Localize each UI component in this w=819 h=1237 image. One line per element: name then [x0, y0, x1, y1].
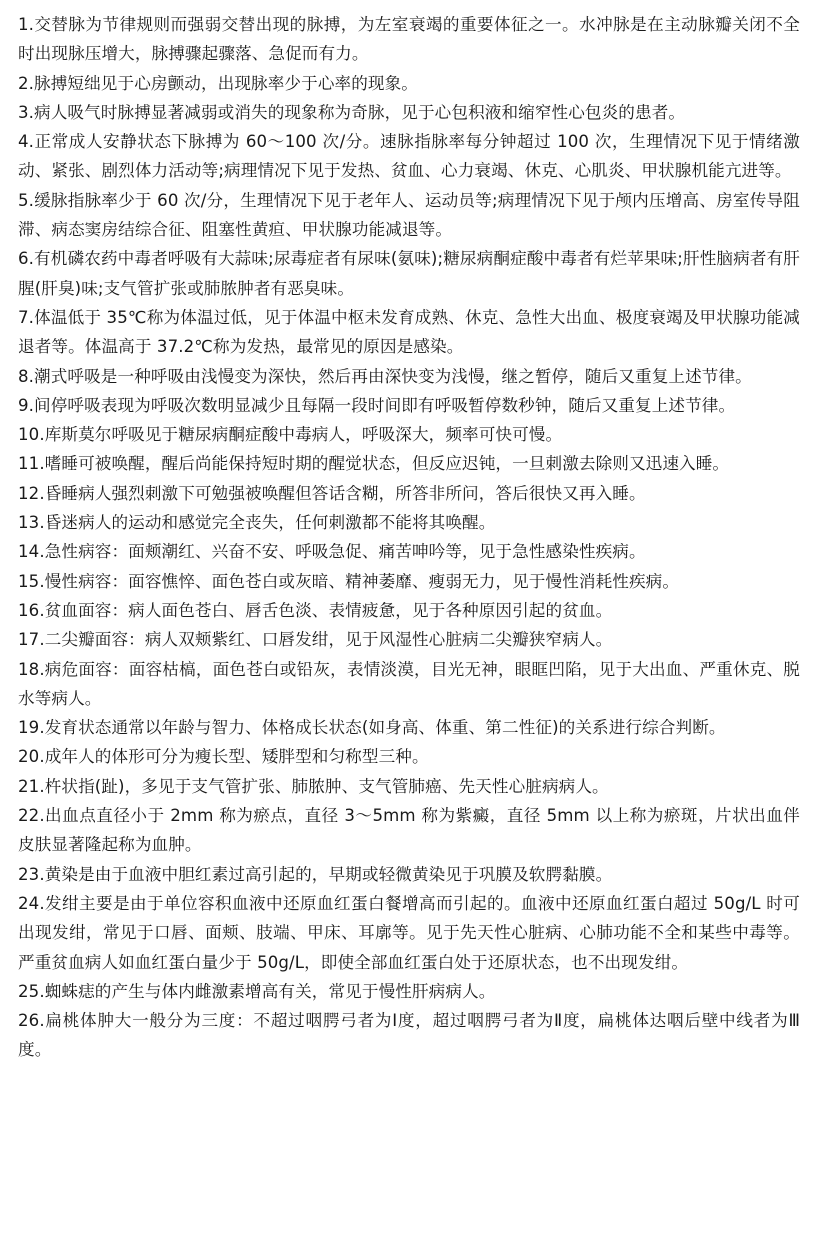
- list-item: 3.病人吸气时脉搏显著减弱或消失的现象称为奇脉，见于心包积液和缩窄性心包炎的患者。: [18, 102, 686, 122]
- list-item: 19.发育状态通常以年龄与智力、体格成长状态(如身高、体重、第二性征)的关系进行综合判断。: [18, 718, 726, 738]
- list-item: 25.蜘蛛痣的产生与体内雌激素增高有关，常见于慢性肝病病人。: [18, 981, 496, 1001]
- list-item: 8.潮式呼吸是一种呼吸由浅慢变为深快，然后再由深快变为浅慢，继之暂停，随后又重复上述节律。: [18, 366, 752, 386]
- list-item: 16.贫血面容：病人面色苍白、唇舌色淡、表情疲惫，见于各种原因引起的贫血。: [18, 600, 613, 620]
- list-item: 11.嗜睡可被唤醒，醒后尚能保持短时期的醒觉状态，但反应迟钝，一旦刺激去除则又迅速入睡。: [18, 454, 730, 474]
- list-item: 7.体温低于 35℃称为体温过低，见于体温中枢未发育成熟、休克、急性大出血、极度衰竭及甲状腺功能减退者等。体温高于 37.2℃称为发热，最常见的原因是感染。: [18, 307, 800, 357]
- list-item: 21.杵状指(趾)，多见于支气管扩张、肺脓肿、支气管肺癌、先天性心脏病病人。: [18, 776, 609, 796]
- list-item: 23.黄染是由于血液中胆红素过高引起的，早期或轻微黄染见于巩膜及软腭黏膜。: [18, 864, 613, 884]
- list-item: 12.昏睡病人强烈刺激下可勉强被唤醒但答话含糊，所答非所问，答后很快又再入睡。: [18, 483, 646, 503]
- list-item: 4.正常成人安静状态下脉搏为 60～100 次/分。速脉指脉率每分钟超过 100 次，生理情况下见于情绪激动、紧张、剧烈体力活动等;病理情况下见于发热、贫血、心力衰竭、休克、心肌炎、甲状腺机能亢进等。: [18, 132, 800, 181]
- list-item: 26.扁桃体肿大一般分为三度：不超过咽腭弓者为Ⅰ度，超过咽腭弓者为Ⅱ度，扁桃体达咽后壁中线者为Ⅲ度。: [18, 1011, 800, 1060]
- list-item: 18.病危面容：面容枯槁，面色苍白或铅灰，表情淡漠，目光无神，眼眶凹陷，见于大出血、严重休克、脱水等病人。: [18, 659, 800, 708]
- list-item: 5.缓脉指脉率少于 60 次/分，生理情况下见于老年人、运动员等;病理情况下见于颅内压增高、房室传导阻滞、病态窦房结综合征、阻塞性黄疸、甲状腺功能减退等。: [18, 190, 800, 240]
- list-item: 1.交替脉为节律规则而强弱交替出现的脉搏，为左室衰竭的重要体征之一。水冲脉是在主动脉瓣关闭不全时出现脉压增大，脉搏骤起骤落、急促而有力。: [18, 15, 800, 64]
- list-item: 9.间停呼吸表现为呼吸次数明显减少且每隔一段时间即有呼吸暂停数秒钟，随后又重复上述节律。: [18, 395, 736, 415]
- list-item: 6.有机磷农药中毒者呼吸有大蒜味;尿毒症者有尿味(氨味);糖尿病酮症酸中毒者有烂苹果味;肝性脑病者有肝腥(肝臭)味;支气管扩张或肺脓肿者有恶臭味。: [18, 249, 800, 298]
- list-item: 15.慢性病容：面容憔悴、面色苍白或灰暗、精神萎靡、瘦弱无力，见于慢性消耗性疾病。: [18, 571, 680, 591]
- document-body: [18, 10, 800, 1065]
- list-item: 20.成年人的体形可分为瘦长型、矮胖型和匀称型三种。: [18, 747, 429, 767]
- list-item: 10.库斯莫尔呼吸见于糖尿病酮症酸中毒病人，呼吸深大，频率可快可慢。: [18, 425, 563, 445]
- list-item: 2.脉搏短绌见于心房颤动，出现脉率少于心率的现象。: [18, 73, 418, 93]
- list-item: 17.二尖瓣面容：病人双颊紫红、口唇发绀，见于风湿性心脏病二尖瓣狭窄病人。: [18, 630, 613, 650]
- list-item: 13.昏迷病人的运动和感觉完全丧失，任何刺激都不能将其唤醒。: [18, 513, 496, 533]
- list-item: 24.发绀主要是由于单位容积血液中还原血红蛋白餐增高而引起的。血液中还原血红蛋白超过 50g/L 时可出现发绀，常见于口唇、面颊、肢端、甲床、耳廓等。见于先天性心脏病、心肺功能不全和某些中毒等。严重贫血病人如血红蛋白量少于 50g/L，即使全部血红蛋白处于还原状态，也不出现发绀。: [18, 893, 800, 972]
- list-item: 22.出血点直径小于 2mm 称为瘀点，直径 3～5mm 称为紫癜，直径 5mm 以上称为瘀斑，片状出血伴皮肤显著隆起称为血肿。: [18, 806, 800, 855]
- list-item: 14.急性病容：面颊潮红、兴奋不安、呼吸急促、痛苦呻吟等，见于急性感染性疾病。: [18, 542, 646, 562]
